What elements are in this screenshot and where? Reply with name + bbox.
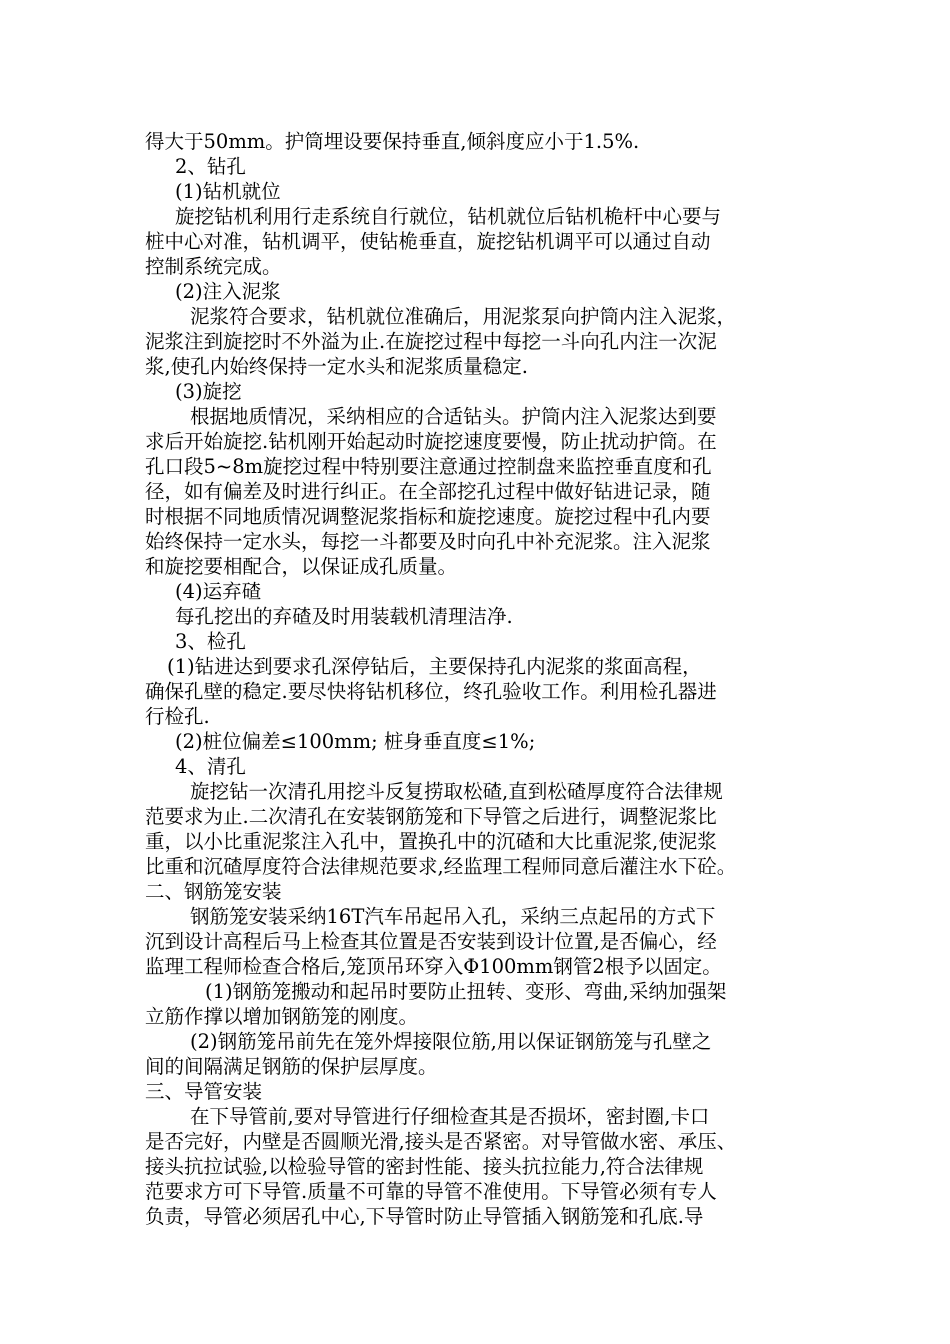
text-line: 行检孔.	[145, 705, 210, 728]
text-line: (3)旋挖	[175, 380, 242, 403]
text-line: (1)钻机就位	[175, 180, 281, 203]
text-line: 负责，导管必须居孔中心,下导管时防止导管插入钢筋笼和孔底.导	[145, 1205, 704, 1228]
text-line: 径，如有偏差及时进行纠正。在全部挖孔过程中做好钻进记录，随	[145, 480, 711, 503]
text-line: 旋挖钻机利用行走系统自行就位，钻机就位后钻机桅杆中心要与	[175, 205, 722, 228]
text-line: 浆,使孔内始终保持一定水头和泥浆质量稳定.	[145, 355, 528, 378]
text-line: 和旋挖要相配合，以保证成孔质量。	[145, 555, 458, 578]
text-line: 间的间隔满足钢筋的保护层厚度。	[145, 1055, 438, 1078]
text-line: (2)钢筋笼吊前先在笼外焊接限位筋,用以保证钢筋笼与孔壁之	[190, 1030, 712, 1053]
text-line: 泥浆符合要求，钻机就位准确后，用泥浆泵向护筒内注入泥浆，	[190, 305, 737, 328]
text-line: 求后开始旋挖.钻机刚开始起动时旋挖速度要慢，防止扰动护筒。在	[145, 430, 717, 453]
text-line: (1)钢筋笼搬动和起吊时要防止扭转、变形、弯曲,采纳加强架	[205, 980, 727, 1003]
text-line: 立筋作撑以增加钢筋笼的刚度。	[145, 1005, 419, 1028]
text-line: 4、清孔	[175, 755, 246, 778]
text-line: (2)桩位偏差≤100mm; 桩身垂直度≤1%;	[175, 730, 536, 753]
text-line: 范要求方可下导管.质量不可靠的导管不准使用。下导管必须有专人	[145, 1180, 717, 1203]
text-line: 2、钻孔	[175, 155, 246, 178]
text-line: 接头抗拉试验,以检验导管的密封性能、接头抗拉能力,符合法律规	[145, 1155, 704, 1178]
text-line: (2)注入泥浆	[175, 280, 281, 303]
text-line: 钢筋笼安装采纳16T汽车吊起吊入孔，采纳三点起吊的方式下	[190, 905, 716, 928]
text-line: (1)钻进达到要求孔深停钻后，主要保持孔内泥浆的浆面高程，	[167, 655, 702, 678]
document-page	[145, 129, 810, 1229]
text-line: 三、导管安装	[145, 1080, 263, 1103]
text-line: 监理工程师检查合格后,笼顶吊环穿入Φ100mm钢管2根予以固定。	[145, 955, 722, 978]
text-line: 重，以小比重泥浆注入孔中，置换孔中的沉碴和大比重泥浆,使泥浆	[145, 830, 717, 853]
text-line: 确保孔壁的稳定.要尽快将钻机移位，终孔验收工作。利用检孔器进	[145, 680, 717, 703]
text-line: 得大于50mm。护筒埋设要保持垂直,倾斜度应小于1.5%.	[145, 130, 640, 153]
text-line: 桩中心对准，钻机调平，使钻桅垂直，旋挖钻机调平可以通过自动	[145, 230, 711, 253]
text-line: 二、钢筋笼安装	[145, 880, 282, 903]
text-line: 始终保持一定水头，每挖一斗都要及时向孔中补充泥浆。注入泥浆	[145, 530, 711, 553]
text-line: 孔口段5~8m旋挖过程中特别要注意通过控制盘来监控垂直度和孔	[145, 455, 712, 478]
text-line: 每孔挖出的弃碴及时用装载机清理洁净.	[175, 605, 513, 628]
text-line: 旋挖钻一次清孔用挖斗反复捞取松碴,直到松碴厚度符合法律规	[190, 780, 723, 803]
text-line: (4)运弃碴	[175, 580, 262, 603]
text-line: 时根据不同地质情况调整泥浆指标和旋挖速度。旋挖过程中孔内要	[145, 505, 711, 528]
text-line: 比重和沉碴厚度符合法律规范要求,经监理工程师同意后灌注水下砼。	[145, 855, 737, 878]
text-line: 泥浆注到旋挖时不外溢为止.在旋挖过程中每挖一斗向孔内注一次泥	[145, 330, 717, 353]
text-line: 沉到设计高程后马上检查其位置是否安装到设计位置,是否偏心，经	[145, 930, 717, 953]
text-line: 是否完好，内壁是否圆顺光滑,接头是否紧密。对导管做水密、承压、	[145, 1130, 737, 1153]
text-line: 3、检孔	[175, 630, 246, 653]
text-line: 范要求为止.二次清孔在安装钢筋笼和下导管之后进行，调整泥浆比	[145, 805, 717, 828]
text-line: 在下导管前,要对导管进行仔细检查其是否损坏，密封圈,卡口	[190, 1105, 710, 1128]
text-line: 根据地质情况，采纳相应的合适钻头。护筒内注入泥浆达到要	[190, 405, 717, 428]
text-line: 控制系统完成。	[145, 255, 282, 278]
